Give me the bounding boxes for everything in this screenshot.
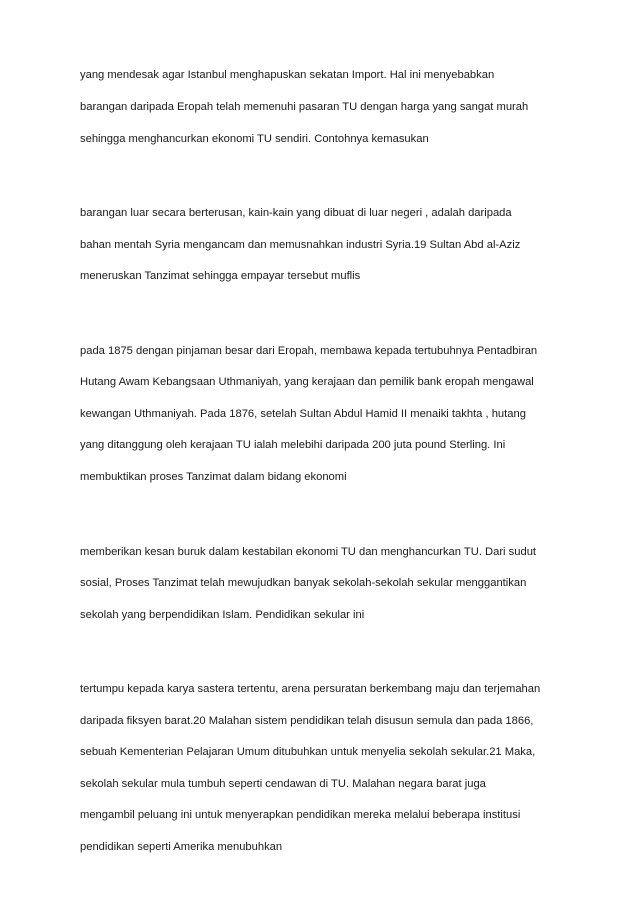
text-line: sehingga menghancurkan ekonomi TU sendiri. Contohnya kemasukan (80, 133, 429, 145)
text-line: daripada fiksyen barat.20 Malahan sistem pendidikan telah disusun semula dan pada 1866, (80, 715, 534, 727)
text-line: mengambil peluang ini untuk menyerapkan pendidikan mereka melalui beberapa institusi (80, 809, 521, 821)
text-line: bahan mentah Syria mengancam dan memusnahkan industri Syria.19 Sultan Abd al-Aziz (80, 239, 521, 251)
text-line: Hutang Awam Kebangsaan Uthmaniyah, yang kerajaan dan pemilik bank eropah mengawal (80, 376, 534, 388)
text-line: tertumpu kepada karya sastera tertentu, arena persuratan berkembang maju dan terjemahan (80, 683, 541, 695)
text-line: yang ditanggung oleh kerajaan TU ialah melebihi daripada 200 juta pound Sterling. Ini (80, 439, 506, 451)
text-line: kewangan Uthmaniyah. Pada 1876, setelah Sultan Abdul Hamid II menaiki takhta , hutang (80, 408, 526, 420)
text-line: sosial, Proses Tanzimat telah mewujudkan banyak sekolah-sekolah sekular menggantikan (80, 577, 527, 589)
text-line: barangan luar secara berterusan, kain-kain yang dibuat di luar negeri , adalah daripada (80, 207, 512, 219)
text-line: barangan daripada Eropah telah memenuhi pasaran TU dengan harga yang sangat murah (80, 101, 529, 113)
text-line: memberikan kesan buruk dalam kestabilan ekonomi TU dan menghancurkan TU. Dari sudut (80, 546, 537, 558)
text-line: sekolah yang berpendidikan Islam. Pendidikan sekular ini (80, 609, 365, 621)
text-line: meneruskan Tanzimat sehingga empayar tersebut muflis (80, 270, 361, 282)
text-line: yang mendesak agar Istanbul menghapuskan sekatan Import. Hal ini menyebabkan (80, 69, 495, 81)
text-line: membuktikan proses Tanzimat dalam bidang ekonomi (80, 471, 347, 483)
text-line: pendidikan seperti Amerika menubuhkan (80, 841, 283, 853)
text-line: sebuah Kementerian Pelajaran Umum ditubuhkan untuk menyelia sekolah sekular.21 Maka, (80, 746, 536, 758)
text-line: sekolah sekular mula tumbuh seperti cendawan di TU. Malahan negara barat juga (80, 778, 486, 790)
text-line: pada 1875 dengan pinjaman besar dari Eropah, membawa kepada tertubuhnya Pentadbiran (80, 345, 538, 357)
